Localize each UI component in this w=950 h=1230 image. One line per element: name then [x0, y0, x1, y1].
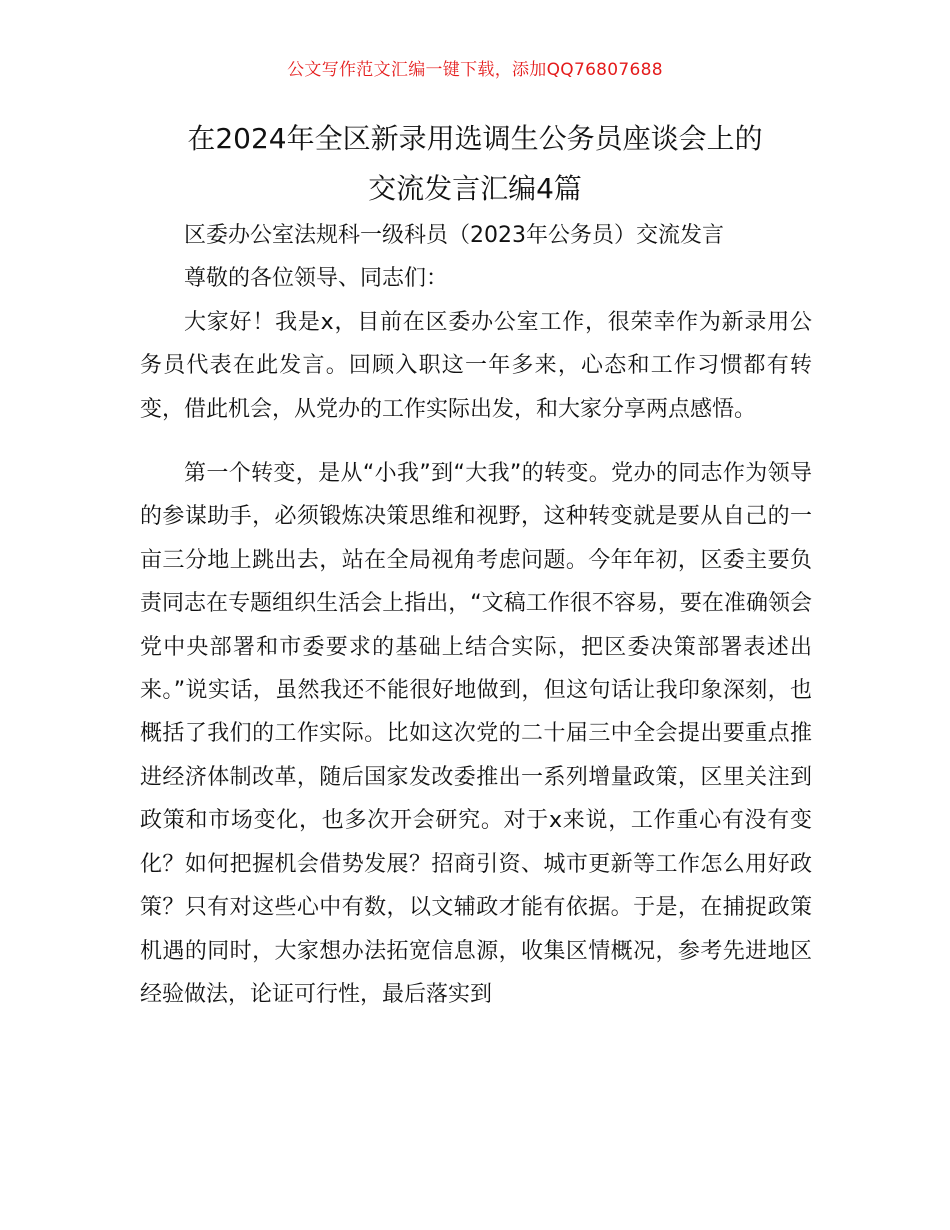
salutation: 尊敬的各位领导、同志们： — [184, 266, 449, 292]
paragraph: 第一个转变，是从“小我”到“大我”的转变。党办的同志作为领导的参谋助手，必须锻炼决策思维和视野，这种转变就是要从自己的一亩三分地上跳出去，站在全局视角考虑问题。今年年初，区委主要负责同志在专题组织生活会上指出，“文稿工作很不容易，要在准确领会党中央部署和市委要求的基础上结合实际，把区委决策部署表述出来。”说实话，虽然我还不能很好地做到，但这句话让我印象深刻，也概括了我们的工作实际。比如这次党的二十届三中全会提出要重点推进经济体制改革，随后国家发改委推出一系列增量政策，区里关注到政策和市场变化，也多次开会研究。对于x来说，工作重心有没有变化？如何把握机会借势发展？招商引资、城市更新等工作怎么用好政策？只有对这些心中有数，以文辅政才能有依据。于是，在捕捉政策机遇的同时，大家想办法拓宽信息源，收集区情概况，参考先进地区经验做法，论证可行性，最后落实到 — [140, 461, 812, 1007]
paragraph: 大家好！我是x，目前在区委办公室工作，很荣幸作为新录用公务员代表在此发言。回顾入职这一年多来，心态和工作习惯都有转变，借此机会，从党办的工作实际出发，和大家分享两点感悟。 — [140, 309, 812, 422]
download-notice-link[interactable]: 公文写作范文汇编一键下载，添加QQ76807688 — [287, 60, 663, 80]
title-line-1: 在2024年全区新录用选调生公务员座谈会上的 — [187, 122, 763, 155]
subtitle: 区委办公室法规科一级科员（2023年公务员）交流发言 — [184, 223, 724, 248]
document-body — [140, 214, 812, 1016]
title-line-2: 交流发言汇编4篇 — [368, 172, 582, 205]
document-title — [110, 114, 840, 214]
